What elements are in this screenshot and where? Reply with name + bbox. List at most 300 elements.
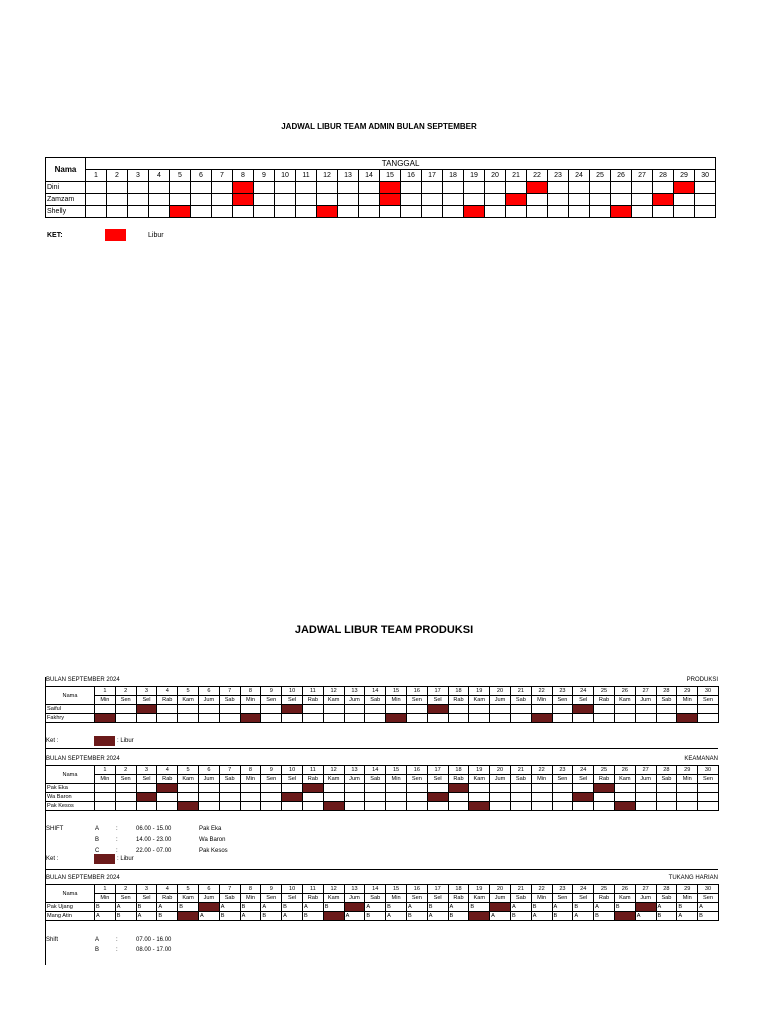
day-cell <box>359 194 380 206</box>
day-number: 26 <box>614 766 635 775</box>
shift-cell: A <box>157 903 178 912</box>
shift-cell <box>157 714 178 723</box>
shift-cell <box>282 714 303 723</box>
shift-cell <box>219 793 240 802</box>
shift-cell <box>95 793 116 802</box>
day-off-cell <box>653 194 674 206</box>
day-cell <box>359 206 380 218</box>
shift-cell <box>594 705 615 714</box>
day-cell <box>485 194 506 206</box>
shift-cell <box>115 793 136 802</box>
day-number: 4 <box>149 170 170 182</box>
shift-cell <box>198 802 219 811</box>
shift-cell <box>490 802 511 811</box>
weekday-label: Rab <box>594 894 615 903</box>
schedule-table-keamanan <box>45 765 719 811</box>
weekday-label: Kam <box>614 696 635 705</box>
weekday-label: Sel <box>427 894 448 903</box>
day-cell <box>317 182 338 194</box>
weekday-label: Sen <box>552 696 573 705</box>
day-cell <box>422 206 443 218</box>
shift-cell <box>614 705 635 714</box>
day-off-cell <box>170 206 191 218</box>
shift-cell <box>490 705 511 714</box>
day-cell <box>212 206 233 218</box>
day-number: 1 <box>95 885 116 894</box>
day-cell <box>128 206 149 218</box>
weekday-label: Min <box>95 775 116 784</box>
day-number: 14 <box>365 687 386 696</box>
day-number: 8 <box>240 885 261 894</box>
weekday-label: Kam <box>323 894 344 903</box>
shift-cell <box>677 705 698 714</box>
employee-name: Pak Ujang <box>46 903 95 912</box>
day-off-cell <box>531 714 552 723</box>
day-cell <box>212 194 233 206</box>
shift-cell <box>677 793 698 802</box>
day-number: 8 <box>233 170 254 182</box>
weekday-label: Rab <box>448 696 469 705</box>
day-cell <box>128 194 149 206</box>
shift-cell: B <box>178 903 199 912</box>
shift-cell <box>510 793 531 802</box>
shift-cell <box>510 802 531 811</box>
shift-cell <box>157 802 178 811</box>
day-off-cell <box>469 912 490 921</box>
day-number: 15 <box>386 687 407 696</box>
shift-cell <box>635 714 656 723</box>
weekday-label: Sab <box>365 775 386 784</box>
day-number: 20 <box>490 885 511 894</box>
day-cell <box>401 206 422 218</box>
day-number: 21 <box>510 766 531 775</box>
day-cell <box>443 194 464 206</box>
day-number: 18 <box>448 687 469 696</box>
day-cell <box>254 182 275 194</box>
day-off-cell <box>302 784 323 793</box>
day-cell <box>590 182 611 194</box>
day-number: 2 <box>107 170 128 182</box>
day-off-cell <box>136 705 157 714</box>
shift-separator: : <box>116 947 118 953</box>
shift-cell <box>531 802 552 811</box>
day-cell <box>275 194 296 206</box>
weekday-label: Sab <box>656 775 677 784</box>
shift-cell: B <box>323 903 344 912</box>
shift-cell <box>178 705 199 714</box>
shift-cell <box>115 714 136 723</box>
employee-name: Pak Eka <box>46 784 95 793</box>
day-cell <box>695 182 716 194</box>
shift-cell: A <box>261 903 282 912</box>
day-number: 19 <box>469 687 490 696</box>
day-cell <box>212 182 233 194</box>
shift-code: C <box>95 848 100 854</box>
weekday-label: Min <box>531 894 552 903</box>
day-cell <box>527 194 548 206</box>
day-number: 6 <box>191 170 212 182</box>
day-off-cell <box>344 903 365 912</box>
day-number: 17 <box>422 170 443 182</box>
day-off-cell <box>611 206 632 218</box>
shift-code: B <box>95 947 100 953</box>
day-number: 7 <box>219 687 240 696</box>
shift-cell: B <box>240 903 261 912</box>
day-number: 30 <box>698 766 719 775</box>
day-cell <box>170 182 191 194</box>
shift-cell <box>344 784 365 793</box>
shift-cell <box>698 784 719 793</box>
weekday-label: Kam <box>614 894 635 903</box>
shift-cell: B <box>386 903 407 912</box>
shift-cell <box>698 802 719 811</box>
day-number: 11 <box>302 687 323 696</box>
legend-swatch <box>94 854 115 864</box>
shift-cell <box>614 784 635 793</box>
weekday-label: Rab <box>448 894 469 903</box>
month-label: BULAN SEPTEMBER 2024 <box>46 677 120 683</box>
weekday-label: Kam <box>323 696 344 705</box>
shift-cell <box>219 705 240 714</box>
shift-cell <box>656 784 677 793</box>
weekday-label: Sen <box>406 894 427 903</box>
shift-cell <box>656 714 677 723</box>
shift-cell <box>573 802 594 811</box>
shift-cell <box>427 802 448 811</box>
table-row <box>46 714 719 723</box>
day-off-cell <box>490 903 511 912</box>
day-number: 13 <box>338 170 359 182</box>
table-row <box>46 802 719 811</box>
shift-cell: A <box>594 903 615 912</box>
day-off-cell <box>178 802 199 811</box>
shift-cell: A <box>386 912 407 921</box>
day-number: 12 <box>323 687 344 696</box>
shift-cell: A <box>490 912 511 921</box>
day-cell <box>506 182 527 194</box>
day-number: 6 <box>198 766 219 775</box>
shift-cell <box>115 802 136 811</box>
admin-legend-swatch <box>105 229 126 241</box>
weekday-label: Sen <box>698 894 719 903</box>
day-cell <box>443 206 464 218</box>
shift-cell: B <box>282 903 303 912</box>
day-off-cell <box>323 802 344 811</box>
shift-cell: B <box>594 912 615 921</box>
shift-cell: A <box>573 912 594 921</box>
day-cell <box>107 194 128 206</box>
weekday-label: Sel <box>427 775 448 784</box>
day-off-cell <box>464 206 485 218</box>
employee-name: Zamzam <box>46 194 86 206</box>
day-cell <box>149 194 170 206</box>
day-number: 2 <box>115 885 136 894</box>
shift-cell <box>386 705 407 714</box>
day-number: 5 <box>178 687 199 696</box>
day-off-cell <box>469 802 490 811</box>
weekday-label: Sab <box>219 775 240 784</box>
shift-cell <box>302 705 323 714</box>
day-number: 14 <box>365 885 386 894</box>
shift-cell: A <box>406 903 427 912</box>
shift-cell <box>448 714 469 723</box>
weekday-label: Rab <box>157 696 178 705</box>
shift-cell <box>448 705 469 714</box>
day-cell <box>107 206 128 218</box>
weekday-label: Rab <box>448 775 469 784</box>
shift-cell: A <box>510 903 531 912</box>
shift-cell <box>469 784 490 793</box>
day-number: 15 <box>386 885 407 894</box>
shift-cell <box>344 793 365 802</box>
shift-separator: : <box>116 848 118 854</box>
day-cell <box>695 194 716 206</box>
day-number: 9 <box>261 687 282 696</box>
shift-cell <box>178 714 199 723</box>
day-off-cell <box>614 802 635 811</box>
shift-cell <box>698 705 719 714</box>
shift-cell <box>344 802 365 811</box>
shift-cell <box>198 784 219 793</box>
day-off-cell <box>573 793 594 802</box>
weekday-label: Jum <box>635 696 656 705</box>
day-number: 1 <box>86 170 107 182</box>
shift-cell <box>573 784 594 793</box>
shift-cell <box>406 714 427 723</box>
day-cell <box>611 194 632 206</box>
shift-cell <box>510 714 531 723</box>
day-number: 16 <box>401 170 422 182</box>
employee-name: Pak Kesos <box>46 802 95 811</box>
shift-cell: A <box>282 912 303 921</box>
day-cell <box>254 194 275 206</box>
table-row <box>46 784 719 793</box>
day-cell <box>548 182 569 194</box>
shift-cell <box>510 784 531 793</box>
day-cell <box>86 182 107 194</box>
weekday-label: Kam <box>614 775 635 784</box>
day-number: 12 <box>323 885 344 894</box>
day-number: 11 <box>302 885 323 894</box>
day-number: 26 <box>611 170 632 182</box>
ket-text: : Libur <box>117 856 134 862</box>
shift-cell <box>302 802 323 811</box>
day-cell <box>254 206 275 218</box>
weekday-label: Sen <box>552 894 573 903</box>
day-number: 24 <box>569 170 590 182</box>
weekday-label: Kam <box>469 696 490 705</box>
schedule-table-produksi <box>45 686 719 723</box>
employee-name: Fakhry <box>46 714 95 723</box>
day-number: 5 <box>170 170 191 182</box>
table-row <box>46 182 716 194</box>
shift-cell <box>531 784 552 793</box>
shift-cell: B <box>510 912 531 921</box>
day-cell <box>233 206 254 218</box>
shift-cell <box>115 784 136 793</box>
shift-cell <box>469 714 490 723</box>
shift-cell: B <box>95 903 116 912</box>
shift-cell <box>157 705 178 714</box>
shift-cell: A <box>531 912 552 921</box>
admin-legend-text: Libur <box>148 232 164 239</box>
weekday-label: Jum <box>490 775 511 784</box>
shift-cell <box>594 714 615 723</box>
day-number: 6 <box>198 885 219 894</box>
day-number: 16 <box>406 766 427 775</box>
weekday-label: Min <box>677 894 698 903</box>
day-off-cell <box>157 784 178 793</box>
weekday-label: Sel <box>282 696 303 705</box>
weekday-label: Sen <box>261 894 282 903</box>
table-row <box>46 705 719 714</box>
day-off-cell <box>380 182 401 194</box>
shift-cell <box>531 705 552 714</box>
table-row <box>46 194 716 206</box>
day-number: 22 <box>531 885 552 894</box>
day-number: 27 <box>635 687 656 696</box>
day-cell <box>338 194 359 206</box>
shift-cell: B <box>677 903 698 912</box>
weekday-label: Min <box>677 775 698 784</box>
day-number: 30 <box>698 687 719 696</box>
day-off-cell <box>573 705 594 714</box>
day-number: 28 <box>656 885 677 894</box>
weekday-label: Sen <box>406 775 427 784</box>
admin-schedule-table <box>45 157 716 218</box>
weekday-label: Sab <box>365 894 386 903</box>
shift-cell <box>261 705 282 714</box>
day-cell <box>548 206 569 218</box>
shift-cell: B <box>552 912 573 921</box>
day-cell <box>380 206 401 218</box>
shift-cell <box>594 793 615 802</box>
day-number: 14 <box>365 766 386 775</box>
day-cell <box>569 182 590 194</box>
shift-cell <box>406 793 427 802</box>
shift-cell: B <box>115 912 136 921</box>
day-cell <box>149 182 170 194</box>
weekday-label: Rab <box>302 894 323 903</box>
day-cell <box>296 206 317 218</box>
shift-cell <box>219 802 240 811</box>
day-number: 21 <box>510 687 531 696</box>
day-number: 29 <box>674 170 695 182</box>
day-cell <box>191 182 212 194</box>
day-off-cell <box>635 903 656 912</box>
day-number: 22 <box>531 766 552 775</box>
month-label: BULAN SEPTEMBER 2024 <box>46 756 120 762</box>
day-cell <box>464 194 485 206</box>
shift-cell: B <box>656 912 677 921</box>
day-number: 12 <box>323 766 344 775</box>
shift-cell: B <box>136 903 157 912</box>
day-number: 15 <box>380 170 401 182</box>
shift-cell: A <box>95 912 116 921</box>
weekday-label: Kam <box>469 894 490 903</box>
weekday-label: Jum <box>635 894 656 903</box>
shift-cell <box>386 793 407 802</box>
day-number: 3 <box>128 170 149 182</box>
day-number: 20 <box>485 170 506 182</box>
shift-person: Pak Kesos <box>199 848 228 854</box>
weekday-label: Min <box>531 696 552 705</box>
separator-line <box>45 748 718 749</box>
shift-cell <box>365 705 386 714</box>
weekday-label: Min <box>386 775 407 784</box>
day-number: 4 <box>157 687 178 696</box>
day-number: 2 <box>115 766 136 775</box>
shift-cell <box>240 802 261 811</box>
shift-cell: A <box>365 903 386 912</box>
month-label: BULAN SEPTEMBER 2024 <box>46 875 120 881</box>
day-number: 8 <box>240 687 261 696</box>
day-number: 11 <box>302 766 323 775</box>
day-off-cell <box>233 194 254 206</box>
day-number: 15 <box>386 766 407 775</box>
day-number: 9 <box>261 885 282 894</box>
shift-cell <box>198 793 219 802</box>
shift-cell <box>510 705 531 714</box>
shift-cell <box>198 705 219 714</box>
day-number: 29 <box>677 766 698 775</box>
day-cell <box>359 182 380 194</box>
day-cell <box>569 194 590 206</box>
weekday-label: Sel <box>573 894 594 903</box>
day-cell <box>275 182 296 194</box>
shift-cell <box>323 793 344 802</box>
employee-name: Wa Baron <box>46 793 95 802</box>
day-number: 3 <box>136 885 157 894</box>
day-cell <box>590 194 611 206</box>
shift-cell <box>552 705 573 714</box>
shift-cell <box>240 784 261 793</box>
weekday-label: Sab <box>219 894 240 903</box>
day-off-cell <box>136 793 157 802</box>
shift-cell <box>261 714 282 723</box>
weekday-label: Sab <box>365 696 386 705</box>
shift-cell: B <box>531 903 552 912</box>
shift-cell <box>240 793 261 802</box>
shift-cell: B <box>573 903 594 912</box>
shift-cell: B <box>365 912 386 921</box>
shift-cell <box>178 793 199 802</box>
shift-cell <box>323 784 344 793</box>
day-number: 6 <box>198 687 219 696</box>
day-off-cell <box>594 784 615 793</box>
day-cell <box>674 206 695 218</box>
shift-cell <box>302 714 323 723</box>
day-off-cell <box>282 793 303 802</box>
shift-cell: B <box>219 912 240 921</box>
shift-cell: A <box>240 912 261 921</box>
day-number: 4 <box>157 766 178 775</box>
shift-cell: B <box>302 912 323 921</box>
day-cell <box>485 182 506 194</box>
day-number: 22 <box>527 170 548 182</box>
day-cell <box>86 194 107 206</box>
day-cell <box>338 206 359 218</box>
shift-cell <box>406 784 427 793</box>
shift-cell <box>656 802 677 811</box>
day-number: 9 <box>261 766 282 775</box>
weekday-label: Rab <box>302 775 323 784</box>
day-cell <box>296 194 317 206</box>
name-header: Nama <box>46 766 95 784</box>
shift-cell <box>136 714 157 723</box>
shift-label: Shift <box>46 937 59 943</box>
day-cell <box>275 206 296 218</box>
